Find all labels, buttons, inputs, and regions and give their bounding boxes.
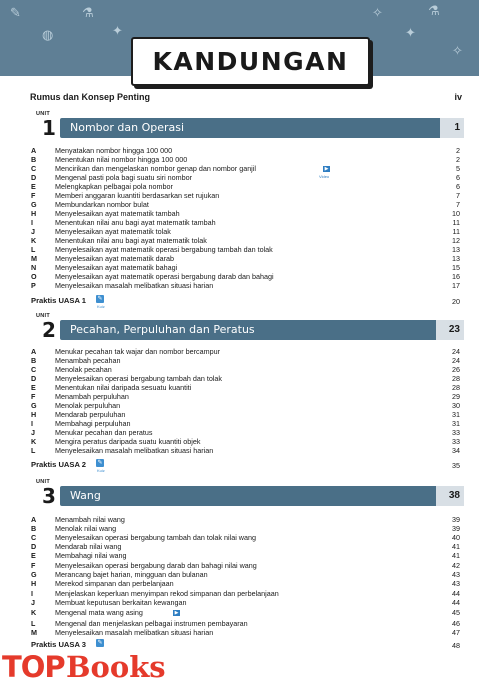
- item-text: Membundarkan nombor bulat: [55, 200, 149, 209]
- unit-number: 3: [42, 484, 56, 508]
- item-page: 24: [452, 347, 460, 356]
- item-page: 29: [452, 392, 460, 401]
- item-letter: G: [31, 570, 37, 579]
- item-text: Merekod simpanan dan perbelanjaan: [55, 579, 174, 588]
- item-text: Menukar pecahan dan peratus: [55, 428, 153, 437]
- item-text: Menyelesaikan ayat matematik tolak: [55, 227, 171, 236]
- star-doodle-icon: ✦: [112, 24, 123, 39]
- item-page: 10: [452, 209, 460, 218]
- unit-number: 1: [42, 116, 56, 140]
- list-item[interactable]: [0, 579, 479, 589]
- item-page: 11: [452, 218, 460, 227]
- unit-page: 23: [436, 320, 464, 340]
- unit-label: UNIT: [36, 111, 51, 117]
- item-page: 43: [452, 579, 460, 588]
- item-page: 30: [452, 401, 460, 410]
- item-letter: F: [31, 191, 36, 200]
- item-text: Menyelesaikan operasi bergabung tambah dan tolak nilai wang: [55, 533, 256, 542]
- unit-title-bar: [60, 486, 445, 506]
- item-letter: J: [31, 227, 35, 236]
- item-letter: F: [31, 392, 36, 401]
- item-letter: I: [31, 218, 33, 227]
- item-text: Menyelesaikan masalah melibatkan situasi harian: [55, 281, 214, 290]
- unit-label: UNIT: [36, 313, 51, 319]
- item-page: 31: [452, 419, 460, 428]
- intro-label: Rumus dan Konsep Penting: [30, 92, 151, 102]
- item-page: 28: [452, 383, 460, 392]
- item-text: Merancang bajet harian, mingguan dan bulanan: [55, 570, 208, 579]
- item-page: 2: [456, 146, 460, 155]
- item-letter: K: [31, 236, 37, 245]
- video-label: Video: [319, 174, 330, 179]
- item-letter: G: [31, 200, 37, 209]
- item-text: Menambah perpuluhan: [55, 392, 129, 401]
- item-text: Menyelesaikan operasi bergabung darab dan bahagi nilai wang: [55, 561, 257, 570]
- sparkle-doodle-icon: ✧: [372, 6, 383, 21]
- item-page: 24: [452, 356, 460, 365]
- item-page: 28: [452, 374, 460, 383]
- item-text: Menjelaskan keperluan menyimpan rekod simpanan dan perbelanjaan: [55, 589, 279, 598]
- unit-page: 1: [440, 118, 464, 138]
- item-text: Menyelesaikan ayat matematik bahagi: [55, 263, 178, 272]
- item-page: 33: [452, 437, 460, 446]
- item-letter: P: [31, 281, 36, 290]
- unit-title: Pecahan, Perpuluhan dan Peratus: [70, 323, 255, 336]
- item-page: 41: [452, 551, 460, 560]
- list-item[interactable]: [0, 628, 479, 638]
- item-letter: A: [31, 146, 37, 155]
- item-page: 16: [452, 272, 460, 281]
- logo-books-text: Books: [66, 650, 166, 684]
- item-text: Menyelesaikan ayat matematik operasi bergabung darab dan bahagi: [55, 272, 274, 281]
- item-page: 44: [452, 598, 460, 607]
- item-letter: D: [31, 542, 37, 551]
- quiz-label: Kuiz: [97, 468, 105, 473]
- list-item[interactable]: [0, 608, 479, 618]
- item-letter: E: [31, 551, 36, 560]
- item-page: 42: [452, 561, 460, 570]
- item-page: 33: [452, 428, 460, 437]
- praktis-page: 35: [452, 461, 460, 470]
- item-page: 2: [456, 155, 460, 164]
- video-icon[interactable]: ▶: [324, 166, 329, 172]
- item-letter: I: [31, 589, 33, 598]
- item-text: Menambah pecahan: [55, 356, 121, 365]
- item-text: Membahagi nilai wang: [55, 551, 127, 560]
- item-letter: D: [31, 173, 37, 182]
- item-letter: I: [31, 419, 33, 428]
- list-item[interactable]: [0, 281, 479, 291]
- item-text: Mencirikan dan mengelaskan nombor genap dan nombor ganjil: [55, 164, 256, 173]
- item-text: Mengenal mata wang asing: [55, 608, 143, 617]
- praktis-uasa-link[interactable]: Praktis UASA 3: [31, 640, 87, 649]
- compass-doodle-icon: ✧: [452, 44, 463, 59]
- item-text: Membuat keputusan berkaitan kewangan: [55, 598, 187, 607]
- unit-number: 2: [42, 318, 56, 342]
- item-letter: M: [31, 254, 37, 263]
- quiz-icon[interactable]: ✎: [97, 640, 103, 646]
- flask-doodle-icon: ⚗: [428, 4, 440, 19]
- page-title: KANDUNGAN: [152, 47, 349, 76]
- item-text: Menyelesaikan operasi bergabung tambah dan tolak: [55, 374, 223, 383]
- item-letter: A: [31, 515, 37, 524]
- list-item[interactable]: [0, 446, 479, 456]
- item-page: 43: [452, 570, 460, 579]
- item-page: 45: [452, 608, 460, 617]
- item-page: 41: [452, 542, 460, 551]
- item-text: Mengira peratus daripada suatu kuantiti objek: [55, 437, 201, 446]
- item-text: Mengenal dan menjelaskan pelbagai instrumen pembayaran: [55, 619, 248, 628]
- praktis-page: 20: [452, 297, 460, 306]
- item-page: 11: [452, 227, 460, 236]
- item-letter: L: [31, 245, 36, 254]
- item-page: 5: [456, 164, 460, 173]
- item-page: 47: [452, 628, 460, 637]
- item-letter: B: [31, 356, 37, 365]
- item-page: 6: [456, 173, 460, 182]
- item-text: Membahagi perpuluhan: [55, 419, 131, 428]
- item-page: 6: [456, 182, 460, 191]
- item-page: 39: [452, 524, 460, 533]
- praktis-uasa-link[interactable]: Praktis UASA 1: [31, 296, 87, 305]
- quiz-icon[interactable]: ✎: [97, 296, 103, 302]
- item-letter: B: [31, 155, 37, 164]
- unit-title: Nombor dan Operasi: [70, 121, 185, 134]
- unit-title: Wang: [70, 489, 101, 502]
- item-page: 34: [452, 446, 460, 455]
- lightbulb-doodle-icon: ✎: [10, 6, 21, 21]
- intro-page: iv: [454, 92, 462, 102]
- item-letter: E: [31, 182, 36, 191]
- globe-doodle-icon: ◍: [42, 28, 54, 43]
- item-page: 40: [452, 533, 460, 542]
- item-page: 46: [452, 619, 460, 628]
- item-letter: H: [31, 579, 37, 588]
- item-letter: D: [31, 374, 37, 383]
- item-page: 17: [452, 281, 460, 290]
- item-letter: G: [31, 401, 37, 410]
- item-text: Menyelesaikan ayat matematik darab: [55, 254, 175, 263]
- item-letter: F: [31, 561, 36, 570]
- item-text: Menukar pecahan tak wajar dan nombor bercampur: [55, 347, 221, 356]
- item-text: Menolak perpuluhan: [55, 401, 121, 410]
- item-text: Menyelesaikan masalah melibatkan situasi harian: [55, 628, 214, 637]
- item-letter: L: [31, 446, 36, 455]
- item-text: Melengkapkan pelbagai pola nombor: [55, 182, 173, 191]
- item-letter: B: [31, 524, 37, 533]
- item-letter: K: [31, 608, 37, 617]
- item-letter: C: [31, 164, 37, 173]
- item-letter: H: [31, 410, 37, 419]
- item-text: Mendarab nilai wang: [55, 542, 122, 551]
- item-text: Menambah nilai wang: [55, 515, 125, 524]
- item-letter: A: [31, 347, 37, 356]
- list-item[interactable]: [0, 551, 479, 561]
- item-letter: O: [31, 272, 37, 281]
- item-page: 26: [452, 365, 460, 374]
- item-text: Menentukan nilai nombor hingga 100 000: [55, 155, 188, 164]
- star-doodle-icon: ✦: [405, 26, 416, 41]
- item-page: 7: [456, 200, 460, 209]
- item-page: 7: [456, 191, 460, 200]
- item-letter: K: [31, 437, 37, 446]
- item-text: Mendarab perpuluhan: [55, 410, 126, 419]
- item-page: 13: [452, 245, 460, 254]
- list-item[interactable]: [0, 598, 479, 608]
- item-letter: C: [31, 365, 37, 374]
- item-page: 31: [452, 410, 460, 419]
- unit-label: UNIT: [36, 479, 51, 485]
- quiz-label: Kuiz: [97, 304, 105, 309]
- topbooks-logo: [0, 650, 200, 694]
- quiz-icon[interactable]: ✎: [97, 460, 103, 466]
- item-text: Menolak pecahan: [55, 365, 112, 374]
- item-page: 13: [452, 254, 460, 263]
- item-text: Menyelesaikan masalah melibatkan situasi harian: [55, 446, 214, 455]
- flask-doodle-icon: ⚗: [82, 6, 94, 21]
- logo-top-text: TOP: [2, 650, 65, 684]
- unit-page: 38: [436, 486, 464, 506]
- item-text: Memberi anggaran kuantiti berdasarkan set rujukan: [55, 191, 220, 200]
- item-text: Menyelesaikan ayat matematik tambah: [55, 209, 180, 218]
- item-letter: J: [31, 428, 35, 437]
- praktis-uasa-link[interactable]: Praktis UASA 2: [31, 460, 87, 469]
- item-page: 12: [452, 236, 460, 245]
- item-letter: J: [31, 598, 35, 607]
- item-letter: C: [31, 533, 37, 542]
- item-text: Menyatakan nombor hingga 100 000: [55, 146, 173, 155]
- item-text: Menolak nilai wang: [55, 524, 117, 533]
- item-letter: H: [31, 209, 37, 218]
- item-text: Menentukan nilai anu bagi ayat matematik tambah: [55, 218, 216, 227]
- title-box: [131, 37, 370, 86]
- item-page: 15: [452, 263, 460, 272]
- item-text: Menentukan nilai daripada sesuatu kuantiti: [55, 383, 192, 392]
- item-letter: N: [31, 263, 37, 272]
- item-letter: M: [31, 628, 37, 637]
- item-letter: L: [31, 619, 36, 628]
- item-text: Mengenal pasti pola bagi suatu siri nombor: [55, 173, 193, 182]
- item-text: Menentukan nilai anu bagi ayat matematik tolak: [55, 236, 207, 245]
- item-page: 44: [452, 589, 460, 598]
- praktis-page: 48: [452, 641, 460, 650]
- item-text: Menyelesaikan ayat matematik operasi bergabung tambah dan tolak: [55, 245, 273, 254]
- item-page: 39: [452, 515, 460, 524]
- item-letter: E: [31, 383, 36, 392]
- video-icon[interactable]: ▶: [174, 610, 179, 616]
